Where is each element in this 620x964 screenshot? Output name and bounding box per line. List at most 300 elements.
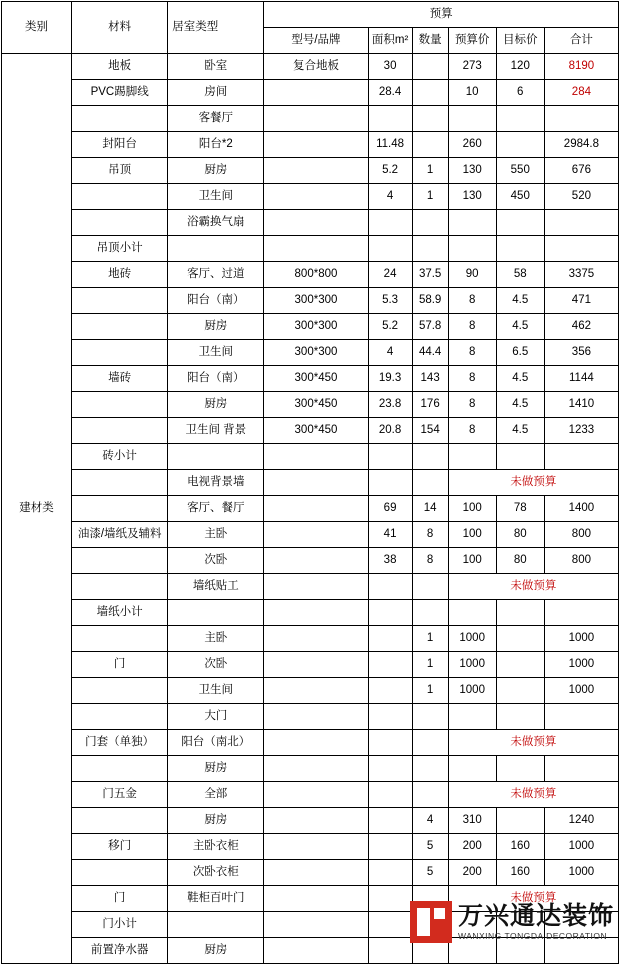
material-cell [72,678,168,704]
budget-price-cell: 100 [448,522,496,548]
total-cell [544,756,618,782]
material-cell [72,756,168,782]
model-brand-cell [264,886,368,912]
material-cell [72,288,168,314]
table-row [2,548,619,574]
qty-cell [412,756,448,782]
budget-price-cell: 8 [448,392,496,418]
room-type-cell: 浴霸换气扇 [168,210,264,236]
target-price-cell [496,600,544,626]
qty-cell: 57.8 [412,314,448,340]
material-cell: 门套（单独） [72,730,168,756]
material-cell: 门小计 [72,912,168,938]
table-row [2,756,619,782]
total-cell: 1400 [544,496,618,522]
model-brand-cell [264,860,368,886]
model-brand-cell [264,730,368,756]
budget-price-cell: 1000 [448,626,496,652]
area-cell [368,886,412,912]
target-price-cell [496,704,544,730]
budget-price-cell: 1000 [448,678,496,704]
logo-name-en: WANXING TONGDA DECORATION [457,930,608,941]
total-cell: 1410 [544,392,618,418]
target-price-cell: 78 [496,496,544,522]
room-type-cell: 次卧 [168,652,264,678]
room-type-cell: 卫生间 [168,678,264,704]
budget-price-cell: 90 [448,262,496,288]
target-price-cell [496,678,544,704]
model-brand-cell [264,756,368,782]
budget-price-cell [448,444,496,470]
budget-price-cell [448,756,496,782]
company-logo [410,901,614,943]
qty-cell [412,730,448,756]
room-type-cell: 厨房 [168,314,264,340]
budget-price-cell: 310 [448,808,496,834]
target-price-cell [496,756,544,782]
room-type-cell: 客餐厅 [168,106,264,132]
area-cell [368,574,412,600]
target-price-cell: 550 [496,158,544,184]
material-cell: 门五金 [72,782,168,808]
budget-price-cell [448,210,496,236]
material-cell: 地板 [72,54,168,80]
no-budget-note: 未做预算 [448,574,618,600]
budget-price-cell: 260 [448,132,496,158]
total-cell: 284 [544,80,618,106]
target-price-cell: 58 [496,262,544,288]
total-cell: 462 [544,314,618,340]
model-brand-cell [264,132,368,158]
total-cell [544,600,618,626]
target-price-cell [496,444,544,470]
room-type-cell: 次卧 [168,548,264,574]
model-brand-cell [264,626,368,652]
table-row [2,184,619,210]
model-brand-cell: 300*450 [264,366,368,392]
material-cell [72,106,168,132]
area-cell [368,860,412,886]
budget-price-cell: 10 [448,80,496,106]
room-type-cell: 大门 [168,704,264,730]
area-cell: 5.3 [368,288,412,314]
material-cell [72,314,168,340]
room-type-cell: 主卧 [168,522,264,548]
model-brand-cell [264,938,368,964]
no-budget-note: 未做预算 [448,730,618,756]
room-type-cell: 阳台（南） [168,366,264,392]
room-type-cell: 卧室 [168,54,264,80]
target-price-cell [496,132,544,158]
budget-price-cell: 8 [448,418,496,444]
room-type-cell: 主卧 [168,626,264,652]
budget-price-cell: 200 [448,834,496,860]
material-cell [72,392,168,418]
material-cell: PVC踢脚线 [72,80,168,106]
area-cell: 23.8 [368,392,412,418]
header-category: 类别 [2,2,72,54]
area-cell [368,678,412,704]
qty-cell [412,600,448,626]
room-type-cell: 厨房 [168,938,264,964]
total-cell [544,106,618,132]
target-price-cell [496,210,544,236]
total-cell: 1000 [544,678,618,704]
area-cell: 28.4 [368,80,412,106]
table-row [2,678,619,704]
header-total: 合计 [544,28,618,54]
qty-cell [412,80,448,106]
qty-cell [412,210,448,236]
header-room-type: 居室类型 [168,2,264,54]
qty-cell: 5 [412,834,448,860]
area-cell: 69 [368,496,412,522]
model-brand-cell [264,522,368,548]
room-type-cell [168,444,264,470]
table-row [2,288,619,314]
target-price-cell [496,236,544,262]
model-brand-cell [264,912,368,938]
material-cell: 门 [72,652,168,678]
target-price-cell: 160 [496,860,544,886]
table-row [2,860,619,886]
table-row [2,834,619,860]
model-brand-cell [264,652,368,678]
room-type-cell: 厨房 [168,808,264,834]
room-type-cell: 主卧衣柜 [168,834,264,860]
table-row [2,158,619,184]
total-cell: 676 [544,158,618,184]
header-target-price: 目标价 [496,28,544,54]
room-type-cell [168,600,264,626]
room-type-cell: 次卧衣柜 [168,860,264,886]
room-type-cell: 厨房 [168,158,264,184]
area-cell [368,782,412,808]
total-cell: 3375 [544,262,618,288]
area-cell: 5.2 [368,314,412,340]
area-cell [368,912,412,938]
budget-price-cell: 1000 [448,652,496,678]
qty-cell [412,782,448,808]
table-row [2,496,619,522]
qty-cell: 58.9 [412,288,448,314]
qty-cell: 1 [412,652,448,678]
table-row [2,704,619,730]
material-cell: 墙砖 [72,366,168,392]
qty-cell: 14 [412,496,448,522]
material-cell [72,626,168,652]
no-budget-note: 未做预算 [448,470,618,496]
material-cell [72,184,168,210]
qty-cell: 4 [412,808,448,834]
target-price-cell: 6.5 [496,340,544,366]
model-brand-cell [264,548,368,574]
target-price-cell: 4.5 [496,314,544,340]
material-cell [72,418,168,444]
model-brand-cell [264,236,368,262]
area-cell [368,834,412,860]
material-cell: 油漆/墙纸及辅料 [72,522,168,548]
budget-price-cell: 8 [448,288,496,314]
room-type-cell: 鞋柜百叶门 [168,886,264,912]
area-cell: 4 [368,340,412,366]
material-cell [72,808,168,834]
model-brand-cell [264,158,368,184]
budget-price-cell [448,236,496,262]
budget-price-cell: 273 [448,54,496,80]
table-row [2,626,619,652]
material-cell: 移门 [72,834,168,860]
room-type-cell: 电视背景墙 [168,470,264,496]
qty-cell: 1 [412,626,448,652]
model-brand-cell: 800*800 [264,262,368,288]
model-brand-cell: 300*450 [264,392,368,418]
model-brand-cell [264,808,368,834]
budget-price-cell: 8 [448,366,496,392]
area-cell [368,626,412,652]
table-row [2,210,619,236]
area-cell [368,756,412,782]
target-price-cell: 6 [496,80,544,106]
model-brand-cell [264,834,368,860]
model-brand-cell [264,106,368,132]
room-type-cell [168,236,264,262]
qty-cell: 1 [412,158,448,184]
material-cell: 墙纸小计 [72,600,168,626]
model-brand-cell [264,782,368,808]
target-price-cell: 160 [496,834,544,860]
area-cell [368,938,412,964]
area-cell: 11.48 [368,132,412,158]
qty-cell: 1 [412,678,448,704]
room-type-cell [168,912,264,938]
table-header [2,2,619,54]
header-budget-price: 预算价 [448,28,496,54]
model-brand-cell [264,444,368,470]
room-type-cell: 厨房 [168,756,264,782]
total-cell [544,704,618,730]
area-cell [368,730,412,756]
qty-cell: 44.4 [412,340,448,366]
room-type-cell: 卫生间 [168,184,264,210]
header-budget-group: 预算 [264,2,619,28]
budget-price-cell: 130 [448,158,496,184]
total-cell: 520 [544,184,618,210]
area-cell [368,704,412,730]
table-row [2,106,619,132]
logo-mark-icon [410,901,452,943]
model-brand-cell [264,704,368,730]
table-row [2,366,619,392]
table-row [2,54,619,80]
qty-cell: 5 [412,860,448,886]
logo-name-cn: 万兴通达装饰 [457,901,614,930]
model-brand-cell: 300*450 [264,418,368,444]
header-qty: 数量 [412,28,448,54]
qty-cell: 143 [412,366,448,392]
room-type-cell: 房间 [168,80,264,106]
area-cell [368,652,412,678]
target-price-cell: 4.5 [496,288,544,314]
qty-cell: 37.5 [412,262,448,288]
material-cell: 前置净水器 [72,938,168,964]
area-cell: 38 [368,548,412,574]
budget-price-cell: 130 [448,184,496,210]
material-cell: 吊顶 [72,158,168,184]
area-cell [368,106,412,132]
table-row [2,574,619,600]
material-cell [72,860,168,886]
room-type-cell: 全部 [168,782,264,808]
material-cell: 封阳台 [72,132,168,158]
table-row [2,444,619,470]
table-row [2,392,619,418]
model-brand-cell [264,470,368,496]
target-price-cell: 4.5 [496,366,544,392]
total-cell: 1240 [544,808,618,834]
table-row [2,652,619,678]
target-price-cell: 120 [496,54,544,80]
model-brand-cell [264,80,368,106]
total-cell: 1000 [544,860,618,886]
area-cell [368,444,412,470]
total-cell: 1000 [544,834,618,860]
table-row [2,522,619,548]
table-row [2,314,619,340]
model-brand-cell [264,210,368,236]
model-brand-cell [264,600,368,626]
room-type-cell: 墙纸贴工 [168,574,264,600]
target-price-cell [496,652,544,678]
qty-cell [412,132,448,158]
table-row [2,782,619,808]
table-row [2,262,619,288]
area-cell [368,808,412,834]
target-price-cell: 4.5 [496,392,544,418]
table-row [2,236,619,262]
total-cell [544,444,618,470]
total-cell: 8190 [544,54,618,80]
material-cell [72,574,168,600]
header-row-1 [2,2,619,28]
target-price-cell: 80 [496,522,544,548]
area-cell: 4 [368,184,412,210]
table-row [2,470,619,496]
qty-cell [412,704,448,730]
table-row [2,808,619,834]
room-type-cell: 阳台（南北） [168,730,264,756]
room-type-cell: 客厅、过道 [168,262,264,288]
budget-price-cell: 100 [448,548,496,574]
target-price-cell [496,808,544,834]
no-budget-note: 未做预算 [448,782,618,808]
total-cell [544,210,618,236]
total-cell: 1233 [544,418,618,444]
budget-price-cell: 8 [448,340,496,366]
area-cell: 24 [368,262,412,288]
area-cell [368,236,412,262]
category-cell: 建材类 [2,54,72,964]
qty-cell [412,54,448,80]
total-cell: 800 [544,522,618,548]
material-cell: 吊顶小计 [72,236,168,262]
table-row [2,418,619,444]
model-brand-cell: 300*300 [264,288,368,314]
header-model-brand: 型号/品牌 [264,28,368,54]
material-cell: 地砖 [72,262,168,288]
budget-price-cell [448,704,496,730]
total-cell [544,236,618,262]
no-budget-note: 未做预算 [448,886,618,912]
target-price-cell [496,626,544,652]
total-cell: 2984.8 [544,132,618,158]
budget-price-cell [448,600,496,626]
qty-cell: 8 [412,548,448,574]
qty-cell: 8 [412,522,448,548]
material-cell [72,704,168,730]
model-brand-cell [264,184,368,210]
header-material: 材料 [72,2,168,54]
table-row [2,340,619,366]
qty-cell [412,574,448,600]
material-cell [72,548,168,574]
total-cell: 800 [544,548,618,574]
qty-cell: 154 [412,418,448,444]
room-type-cell: 卫生间 [168,340,264,366]
budget-price-cell: 200 [448,860,496,886]
qty-cell [412,444,448,470]
target-price-cell: 450 [496,184,544,210]
header-area: 面积m² [368,28,412,54]
area-cell: 20.8 [368,418,412,444]
material-cell [72,340,168,366]
room-type-cell: 阳台（南） [168,288,264,314]
area-cell [368,210,412,236]
area-cell: 30 [368,54,412,80]
model-brand-cell: 300*300 [264,340,368,366]
material-cell [72,496,168,522]
area-cell: 5.2 [368,158,412,184]
material-cell [72,470,168,496]
room-type-cell: 客厅、餐厅 [168,496,264,522]
area-cell: 41 [368,522,412,548]
total-cell: 356 [544,340,618,366]
target-price-cell [496,106,544,132]
total-cell: 1000 [544,626,618,652]
budget-price-cell [448,106,496,132]
qty-cell: 1 [412,184,448,210]
model-brand-cell: 300*300 [264,314,368,340]
room-type-cell: 卫生间 背景 [168,418,264,444]
model-brand-cell [264,678,368,704]
target-price-cell: 4.5 [496,418,544,444]
qty-cell [412,106,448,132]
area-cell [368,600,412,626]
room-type-cell: 厨房 [168,392,264,418]
table-body [2,54,619,964]
material-cell: 砖小计 [72,444,168,470]
qty-cell [412,236,448,262]
budget-price-cell: 8 [448,314,496,340]
material-cell [72,210,168,236]
qty-cell: 176 [412,392,448,418]
target-price-cell: 80 [496,548,544,574]
total-cell: 1000 [544,652,618,678]
table-row [2,80,619,106]
total-cell: 1144 [544,366,618,392]
table-row [2,132,619,158]
budget-table [1,1,619,964]
